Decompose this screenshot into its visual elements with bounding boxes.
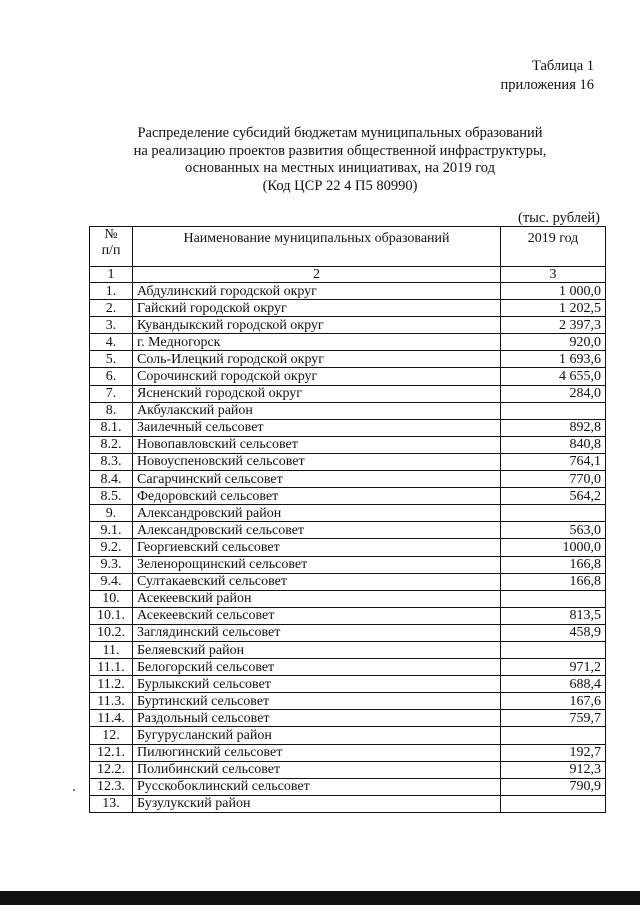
row-number: 9.: [90, 505, 133, 522]
table-row: [90, 795, 606, 812]
table-row: [90, 727, 606, 744]
appendix-reference: приложения 16: [500, 77, 594, 93]
row-name: Федоровский сельсовет: [133, 488, 501, 505]
row-value: 4 655,0: [501, 368, 606, 385]
table-row: [90, 607, 606, 624]
table-row: [90, 334, 606, 351]
row-number: 8.3.: [90, 453, 133, 470]
row-name: Беляевский район: [133, 641, 501, 658]
table-header-row: [90, 227, 606, 267]
row-name: Кувандыкский городской округ: [133, 317, 501, 334]
row-number: 11.3.: [90, 693, 133, 710]
header-number: № п/п: [90, 227, 133, 267]
table-row: [90, 385, 606, 402]
table-row: [90, 453, 606, 470]
row-number: 13.: [90, 795, 133, 812]
column-number: 2: [133, 267, 501, 283]
row-value: [501, 795, 606, 812]
row-value: 790,9: [501, 778, 606, 795]
table-row: [90, 419, 606, 436]
row-name: Александровский сельсовет: [133, 522, 501, 539]
row-number: 2.: [90, 300, 133, 317]
column-number: 3: [501, 267, 606, 283]
row-value: 564,2: [501, 488, 606, 505]
row-name: Акбулакский район: [133, 402, 501, 419]
row-name: Асекеевский сельсовет: [133, 607, 501, 624]
title-line: основанных на местных инициативах, на 2019 год: [184, 160, 495, 176]
table-row: [90, 488, 606, 505]
table-reference: Таблица 1: [531, 58, 594, 74]
table-row: [90, 624, 606, 641]
row-value: 840,8: [501, 436, 606, 453]
row-name: Георгиевский сельсовет: [133, 539, 501, 556]
row-number: 9.2.: [90, 539, 133, 556]
row-name: Пилюгинский сельсовет: [133, 744, 501, 761]
row-value: 920,0: [501, 334, 606, 351]
table-row: [90, 761, 606, 778]
row-name: г. Медногорск: [133, 334, 501, 351]
row-name: Раздольный сельсовет: [133, 710, 501, 727]
row-value: 912,3: [501, 761, 606, 778]
row-number: 8.2.: [90, 436, 133, 453]
title-line: на реализацию проектов развития общественной инфраструктуры,: [133, 142, 547, 159]
row-number: 9.4.: [90, 573, 133, 590]
row-number: 1.: [90, 283, 133, 300]
row-name: Новопавловский сельсовет: [133, 436, 501, 453]
row-number: 11.1.: [90, 659, 133, 676]
row-name: Гайский городской округ: [133, 300, 501, 317]
column-number-row: [90, 267, 606, 283]
row-name: Русскобоклинский сельсовет: [133, 778, 501, 795]
row-value: 770,0: [501, 471, 606, 488]
row-value: [501, 505, 606, 522]
row-value: 759,7: [501, 710, 606, 727]
row-number: 11.: [90, 641, 133, 658]
header-name: Наименование муниципальных образований: [133, 227, 501, 267]
row-value: [501, 402, 606, 419]
row-number: 8.: [90, 402, 133, 419]
row-value: 166,8: [501, 556, 606, 573]
units-label: (тыс. рублей): [518, 210, 600, 226]
row-value: 813,5: [501, 607, 606, 624]
row-number: 12.1.: [90, 744, 133, 761]
row-value: 563,0: [501, 522, 606, 539]
row-name: Бузулукский район: [133, 795, 501, 812]
row-value: 458,9: [501, 624, 606, 641]
row-value: 1000,0: [501, 539, 606, 556]
row-number: 12.3.: [90, 778, 133, 795]
row-number: 3.: [90, 317, 133, 334]
row-number: 10.: [90, 590, 133, 607]
row-name: Асекеевский район: [133, 590, 501, 607]
row-value: 192,7: [501, 744, 606, 761]
row-value: 892,8: [501, 419, 606, 436]
document-title: [90, 125, 590, 195]
row-name: Александровский район: [133, 505, 501, 522]
table-row: [90, 539, 606, 556]
row-name: Ясненский городской округ: [133, 385, 501, 402]
row-value: 166,8: [501, 573, 606, 590]
row-number: 9.1.: [90, 522, 133, 539]
row-name: Зеленорощинский сельсовет: [133, 556, 501, 573]
row-number: 9.3.: [90, 556, 133, 573]
row-number: 4.: [90, 334, 133, 351]
table-row: [90, 505, 606, 522]
row-name: Полибинский сельсовет: [133, 761, 501, 778]
row-number: 6.: [90, 368, 133, 385]
header-year: 2019 год: [501, 227, 606, 267]
row-name: Сагарчинский сельсовет: [133, 471, 501, 488]
row-value: 971,2: [501, 659, 606, 676]
row-value: 284,0: [501, 385, 606, 402]
row-name: Сорочинский городской округ: [133, 368, 501, 385]
row-name: Бугурусланский район: [133, 727, 501, 744]
row-value: 1 000,0: [501, 283, 606, 300]
scan-bottom-edge: [0, 891, 640, 905]
row-name: Абдулинский городской округ: [133, 283, 501, 300]
row-number: 10.2.: [90, 624, 133, 641]
row-name: Султакаевский сельсовет: [133, 573, 501, 590]
row-value: [501, 641, 606, 658]
table-row: [90, 710, 606, 727]
table-row: [90, 590, 606, 607]
table-row: [90, 641, 606, 658]
table-row: [90, 659, 606, 676]
row-number: 7.: [90, 385, 133, 402]
table-row: [90, 471, 606, 488]
row-value: 764,1: [501, 453, 606, 470]
row-number: 11.2.: [90, 676, 133, 693]
table-row: [90, 522, 606, 539]
table-row: [90, 368, 606, 385]
table-row: [90, 744, 606, 761]
table-row: [90, 436, 606, 453]
row-number: 12.: [90, 727, 133, 744]
row-name: Заглядинский сельсовет: [133, 624, 501, 641]
table-row: [90, 778, 606, 795]
row-value: 1 693,6: [501, 351, 606, 368]
table-row: [90, 300, 606, 317]
row-name: Соль-Илецкий городской округ: [133, 351, 501, 368]
row-name: Заилечный сельсовет: [133, 419, 501, 436]
table-row: [90, 283, 606, 300]
row-value: [501, 590, 606, 607]
title-line: Распределение субсидий бюджетам муниципальных образований: [137, 125, 543, 141]
row-value: 2 397,3: [501, 317, 606, 334]
row-number: 11.4.: [90, 710, 133, 727]
scan-speck: [73, 789, 75, 791]
row-number: 8.1.: [90, 419, 133, 436]
row-name: Буртинский сельсовет: [133, 693, 501, 710]
table-row: [90, 556, 606, 573]
row-value: 1 202,5: [501, 300, 606, 317]
row-value: 688,4: [501, 676, 606, 693]
row-number: 8.4.: [90, 471, 133, 488]
title-code-line: (Код ЦСР 22 4 П5 80990): [262, 177, 418, 194]
subsidy-table: [89, 226, 606, 813]
table-row: [90, 573, 606, 590]
row-value: 167,6: [501, 693, 606, 710]
row-name: Белогорский сельсовет: [133, 659, 501, 676]
table-row: [90, 693, 606, 710]
table-body: [90, 283, 606, 813]
table-row: [90, 351, 606, 368]
column-number: 1: [90, 267, 133, 283]
table-row: [90, 402, 606, 419]
row-number: 8.5.: [90, 488, 133, 505]
row-number: 10.1.: [90, 607, 133, 624]
row-name: Новоуспеновский сельсовет: [133, 453, 501, 470]
table-row: [90, 317, 606, 334]
row-name: Бурлыкский сельсовет: [133, 676, 501, 693]
row-value: [501, 727, 606, 744]
row-number: 12.2.: [90, 761, 133, 778]
table-row: [90, 676, 606, 693]
row-number: 5.: [90, 351, 133, 368]
